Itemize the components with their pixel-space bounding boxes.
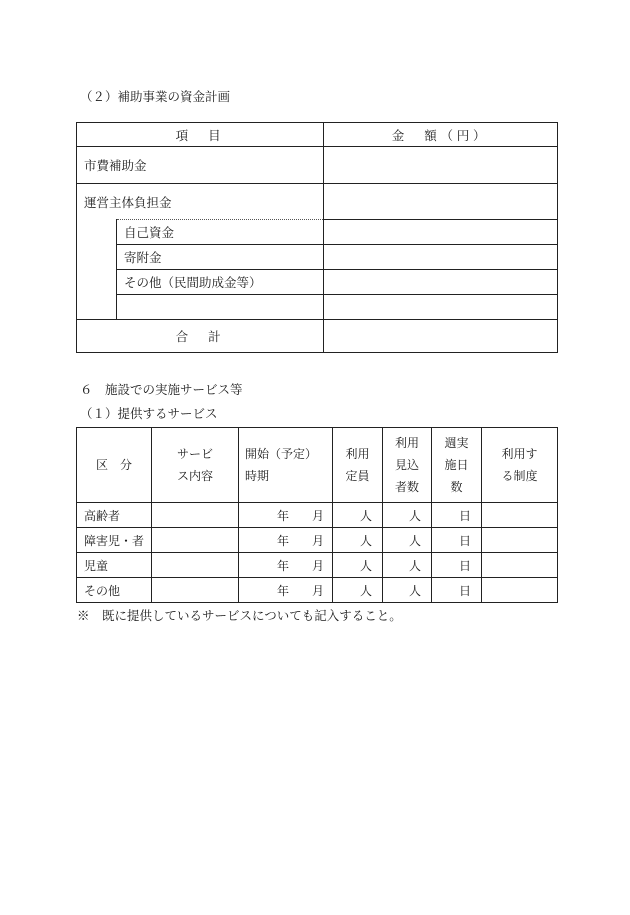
fund-row-city-subsidy: 市費補助金	[77, 147, 324, 184]
svc-row-days[interactable]: 日	[432, 503, 482, 528]
fund-header-item: 項 目	[77, 123, 324, 147]
svc-row-days[interactable]: 日	[432, 553, 482, 578]
svc-row-start[interactable]	[239, 553, 333, 578]
svc-header-system-line1: 利用す	[501, 447, 538, 461]
fund-amount-blank[interactable]	[324, 295, 558, 320]
svc-row-year: 年	[276, 533, 289, 548]
svc-row-month: 月	[311, 533, 324, 548]
svc-row-system[interactable]	[482, 528, 558, 553]
svc-header-category: 区 分	[77, 428, 152, 503]
svc-row-days[interactable]: 日	[432, 528, 482, 553]
svc-row-content[interactable]	[152, 578, 239, 603]
svc-header-capacity-line1: 利用	[345, 447, 370, 461]
fund-row-donations: 寄附金	[117, 245, 324, 270]
section2-heading: （２）補助事業の資金計画	[80, 89, 231, 104]
svc-row	[77, 578, 558, 603]
svc-row-capacity[interactable]: 人	[333, 578, 383, 603]
svc-row-category: 児童	[77, 553, 152, 578]
svc-row	[77, 553, 558, 578]
svc-header-days-line1: 週実	[444, 436, 469, 450]
svc-header-system-line2: る制度	[501, 469, 538, 483]
fund-amount-donations[interactable]	[324, 245, 558, 270]
svc-header-expected-line3: 者数	[394, 480, 419, 494]
svc-row-category: 高齢者	[77, 503, 152, 528]
svc-header-days-line2: 施日	[444, 458, 469, 472]
fund-row-operator-burden: 運営主体負担金	[77, 184, 324, 220]
svc-row-content[interactable]	[152, 528, 239, 553]
svc-row-expected[interactable]: 人	[383, 503, 432, 528]
svc-header-content-line2: ス内容	[176, 469, 213, 483]
svc-header-content-line1: サービ	[176, 447, 213, 461]
svc-row-year: 年	[276, 558, 289, 573]
svc-row-capacity[interactable]: 人	[333, 553, 383, 578]
fund-amount-others[interactable]	[324, 270, 558, 295]
svc-header-expected-line1: 利用	[394, 436, 419, 450]
svc-row-start[interactable]	[239, 528, 333, 553]
svc-row-year: 年	[276, 508, 289, 523]
sub1-heading: （１）提供するサービス	[80, 406, 218, 421]
fund-amount-city-subsidy[interactable]	[324, 147, 558, 184]
svc-row-system[interactable]	[482, 553, 558, 578]
note-text: ※ 既に提供しているサービスについても記入すること。	[77, 608, 402, 623]
svc-row-category: その他	[77, 578, 152, 603]
fund-amount-total[interactable]	[324, 320, 558, 353]
svc-row-expected[interactable]: 人	[383, 553, 432, 578]
svc-row	[77, 528, 558, 553]
funding-plan-table	[76, 122, 558, 353]
svc-header-start-line1: 開始（予定）	[245, 447, 318, 461]
svc-row-year: 年	[276, 583, 289, 598]
fund-row-blank	[117, 295, 324, 320]
svc-row-capacity[interactable]: 人	[333, 528, 383, 553]
svc-row-content[interactable]	[152, 503, 239, 528]
svc-row-expected[interactable]: 人	[383, 578, 432, 603]
svc-header-start-line2: 時期	[245, 469, 270, 483]
fund-row-others: その他（民間助成金等）	[117, 270, 324, 295]
svc-row	[77, 503, 558, 528]
svc-header-capacity	[333, 428, 383, 503]
service-table	[76, 427, 558, 603]
svc-row-capacity[interactable]: 人	[333, 503, 383, 528]
svc-row-category: 障害児・者	[77, 528, 152, 553]
svc-row-system[interactable]	[482, 578, 558, 603]
svc-header-content	[152, 428, 239, 503]
fund-amount-own-funds[interactable]	[324, 220, 558, 245]
svc-row-start[interactable]	[239, 503, 333, 528]
svc-header-expected	[383, 428, 432, 503]
svc-header-start	[239, 428, 333, 503]
fund-row-own-funds: 自己資金	[117, 220, 324, 245]
svc-row-month: 月	[311, 558, 324, 573]
section6-heading: ６ 施設での実施サービス等	[80, 382, 243, 397]
svc-header-days	[432, 428, 482, 503]
svc-header-system	[482, 428, 558, 503]
svc-row-days[interactable]: 日	[432, 578, 482, 603]
svc-row-expected[interactable]: 人	[383, 528, 432, 553]
svc-row-month: 月	[311, 583, 324, 598]
svc-row-start[interactable]	[239, 578, 333, 603]
svc-row-content[interactable]	[152, 553, 239, 578]
fund-amount-operator-burden[interactable]	[324, 184, 558, 220]
svc-row-month: 月	[311, 508, 324, 523]
svc-row-system[interactable]	[482, 503, 558, 528]
fund-row-total: 合 計	[77, 320, 324, 353]
svc-header-expected-line2: 見込	[394, 458, 419, 472]
fund-indent-spacer	[77, 220, 117, 320]
svc-header-days-line3: 数	[450, 480, 463, 494]
svc-header-capacity-line2: 定員	[345, 469, 370, 483]
fund-header-amount: 金 額（円）	[324, 123, 558, 147]
